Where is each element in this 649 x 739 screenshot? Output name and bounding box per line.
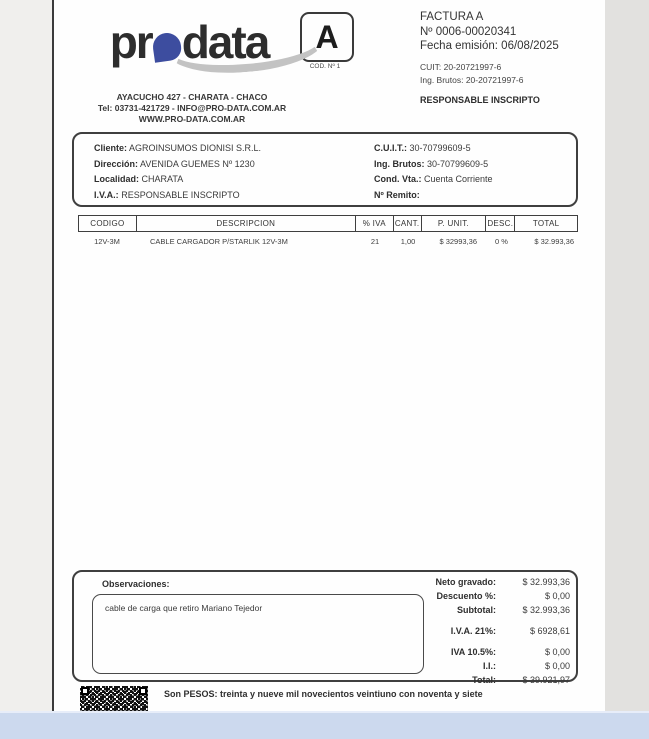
customer-field: Cond. Vta.: Cuenta Corriente bbox=[374, 174, 493, 184]
invoice-header-info bbox=[420, 10, 605, 105]
footer-box bbox=[72, 570, 578, 685]
qr-finder-icon bbox=[139, 687, 147, 695]
col-header-cant: CANT. bbox=[394, 216, 422, 231]
qr-code-icon bbox=[80, 686, 148, 711]
issuer-iibb: Ing. Brutos: 20-20721997-6 bbox=[420, 74, 524, 85]
invoice-date: Fecha emisión: 06/08/2025 bbox=[420, 40, 559, 52]
item-iva: 21 bbox=[370, 237, 380, 246]
table-row bbox=[78, 237, 578, 246]
col-header-iva: % IVA bbox=[356, 216, 394, 231]
total-row: Subtotal: $ 32.993,36 bbox=[457, 605, 570, 615]
col-header-desc: DESC. bbox=[486, 216, 515, 231]
address-line: AYACUCHO 427 - CHARATA - CHACO bbox=[116, 92, 268, 102]
address-line: WWW.PRO-DATA.COM.AR bbox=[138, 114, 246, 124]
issuer-cuit: CUIT: 20-20721997-6 bbox=[420, 61, 502, 72]
item-desc: 0 % bbox=[495, 237, 508, 246]
item-codigo: 12V-3M bbox=[94, 237, 120, 246]
logo-text-left: pr bbox=[109, 16, 152, 68]
viewer-background-left bbox=[0, 0, 52, 711]
customer-field: I.V.A.: RESPONSABLE INSCRIPTO bbox=[94, 189, 240, 200]
total-row: Total: $ 39.921,97 bbox=[472, 675, 570, 685]
col-header-total: TOTAL bbox=[532, 219, 560, 228]
invoice-title: FACTURA A bbox=[420, 11, 484, 23]
qr-finder-icon bbox=[81, 687, 89, 695]
customer-field: C.U.I.T.: 30-70799609-5 bbox=[374, 143, 471, 153]
item-descripcion: CABLE CARGADOR P/STARLIK 12V-3M bbox=[150, 237, 288, 246]
customer-info-right bbox=[374, 141, 493, 203]
col-header-descripcion: DESCRIPCION bbox=[137, 216, 356, 231]
logo-text-right: data bbox=[181, 16, 269, 68]
total-row: I.V.A. 21%: $ 6928,61 bbox=[450, 626, 570, 636]
customer-field: Nº Remito: bbox=[374, 189, 420, 200]
observations-label: Observaciones: bbox=[102, 579, 170, 589]
customer-field: Ing. Brutos: 30-70799609-5 bbox=[374, 158, 489, 169]
invoice-letter: A bbox=[315, 19, 339, 55]
company-logo bbox=[74, 4, 304, 80]
company-address bbox=[74, 92, 310, 125]
customer-field: Dirección: AVENIDA GUEMES Nº 1230 bbox=[94, 158, 255, 169]
invoice-page bbox=[54, 0, 605, 711]
observations-text: cable de carga que retiro Mariano Tejedor bbox=[105, 603, 263, 613]
viewer-bottom-bar bbox=[0, 711, 649, 739]
customer-field: Localidad: CHARATA bbox=[94, 174, 184, 184]
total-row: IVA 10.5%: $ 0,00 bbox=[450, 647, 570, 657]
total-row: Descuento %: $ 0,00 bbox=[436, 591, 570, 601]
customer-field: Cliente: AGROINSUMOS DIONISI S.R.L. bbox=[94, 143, 262, 153]
invoice-letter-code: COD. Nº 1 bbox=[309, 63, 341, 70]
total-row: Neto gravado: $ 32.993,36 bbox=[435, 577, 570, 587]
customer-info-box bbox=[72, 132, 578, 207]
address-line: Tel: 03731-421729 - INFO@PRO-DATA.COM.AR bbox=[97, 103, 287, 113]
viewer-background-right bbox=[605, 0, 649, 711]
customer-info-left bbox=[94, 141, 261, 203]
amount-in-words: Son PESOS: treinta y nueve mil novecientos veintiuno con noventa y siete bbox=[164, 689, 483, 699]
invoice-number: Nº 0006-00020341 bbox=[420, 25, 517, 38]
item-cant: 1,00 bbox=[400, 237, 416, 246]
total-row: I.I.: $ 0,00 bbox=[483, 661, 570, 671]
col-header-codigo: CODIGO bbox=[79, 216, 137, 231]
item-punit: $ 32993,36 bbox=[439, 237, 477, 246]
items-table bbox=[78, 215, 578, 246]
item-total: $ 32.993,36 bbox=[534, 237, 574, 246]
totals-summary bbox=[352, 575, 570, 687]
issuer-tax-status: RESPONSABLE INSCRIPTO bbox=[420, 94, 540, 105]
items-table-header bbox=[78, 215, 578, 232]
col-header-punit: P. UNIT. bbox=[422, 216, 487, 231]
